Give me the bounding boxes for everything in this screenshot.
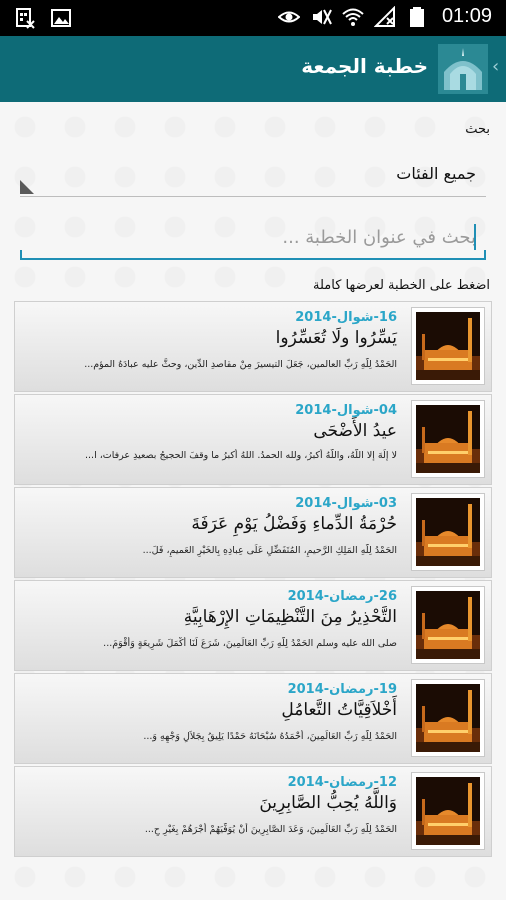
main-content xyxy=(0,102,506,900)
sermon-excerpt: الحَمْدُ لِلَّهِ رَبِّ العَالَمِينَ، أَحْمَدُهُ سُبْحَانَهُ حَمْدًا يَلِيقُ بِجَلاَلِ وَجْهِهِ وَ... xyxy=(143,731,397,742)
dropdown-arrow-icon xyxy=(20,180,34,194)
sermon-list-item[interactable] xyxy=(14,673,492,764)
sermon-excerpt: الحَمْدُ لِلَّهِ رَبِّ العالمين، جَعَلَ التيسيرَ مِنْ مقاصدِ الدِّين، وحثَّ عليه عبادَهُ المؤم... xyxy=(84,359,397,370)
sermon-list-item[interactable] xyxy=(14,580,492,671)
text-cursor xyxy=(474,224,476,250)
mute-icon xyxy=(310,6,332,28)
clock: 01:09 xyxy=(441,5,492,27)
mosque-night-image xyxy=(416,405,480,473)
sermon-date: 04-شوال-2014 xyxy=(295,403,397,418)
eye-icon xyxy=(278,6,300,28)
sermon-excerpt: لا إلَهَ إلا اللَّهُ، واللَّهُ أكبرُ، ولله الحمدُ. اللهُ أكبرُ ما وقفَ الحجيجُ بصعيدِ عرفات، ا... xyxy=(85,450,397,461)
mosque-night-image xyxy=(416,684,480,752)
search-input[interactable] xyxy=(26,220,478,254)
sermon-title: يَسِّرُوا ولَا تُعَسِّرُوا xyxy=(275,328,397,348)
image-icon xyxy=(50,7,72,29)
category-selected-value: جميع الفئات xyxy=(396,164,476,183)
sim-icon xyxy=(14,7,36,29)
sermon-excerpt: الحَمْدُ لِلَّهِ رَبِّ العَالَمِينَ، وَعَدَ الصَّابِرِينَ أَنْ يُوَفِّيَهُمْ أَجْرَهُمْ بِغَيْرِ حِ... xyxy=(144,824,397,835)
sermon-list-item[interactable] xyxy=(14,301,492,392)
mosque-night-image xyxy=(416,498,480,566)
sermon-date: 16-شوال-2014 xyxy=(295,310,397,325)
wifi-icon xyxy=(342,6,364,28)
mosque-logo-icon[interactable] xyxy=(438,44,488,94)
sermon-list xyxy=(14,301,492,859)
mosque-night-image xyxy=(416,312,480,380)
app-title: خطبة الجمعة xyxy=(301,54,428,78)
search-label: بحث xyxy=(465,122,490,137)
sermon-list-item[interactable] xyxy=(14,487,492,578)
sermon-list-item[interactable] xyxy=(14,766,492,857)
back-chevron-icon[interactable]: ‹ xyxy=(492,56,500,77)
category-dropdown[interactable] xyxy=(20,152,486,197)
sermon-title: التَّحْذِيرُ مِنَ التَّنْظِيمَاتِ الإِرْهَابِيَّةِ xyxy=(183,607,397,627)
sermon-thumbnail xyxy=(411,772,485,850)
status-bar xyxy=(0,0,506,36)
sermon-title: وَاللَّهُ يُحِبُّ الصَّابِرِينَ xyxy=(259,793,397,813)
sermon-thumbnail xyxy=(411,679,485,757)
battery-icon xyxy=(406,6,428,28)
instruction-text: اضغط على الخطبة لعرضها كاملة xyxy=(313,278,490,293)
sermon-thumbnail xyxy=(411,586,485,664)
sermon-thumbnail xyxy=(411,400,485,478)
sermon-excerpt: صلى الله عليه وسلم الحَمْدُ لِلَّهِ رَبِّ العَالَمِينَ، شَرَعَ لَنَا أَكْمَلَ شَرِيعَةٍ وَأَقْوَمَ... xyxy=(103,638,397,649)
mosque-night-image xyxy=(416,777,480,845)
action-bar xyxy=(0,36,506,102)
mosque-night-image xyxy=(416,591,480,659)
sermon-date: 12-رمضان-2014 xyxy=(287,775,397,790)
sermon-title: حُرْمَةُ الدِّماءِ وَفَضْلُ يَوْمِ عَرَفَةَ xyxy=(191,514,397,534)
no-signal-icon xyxy=(374,6,396,28)
search-field[interactable] xyxy=(20,214,486,260)
sermon-date: 03-شوال-2014 xyxy=(295,496,397,511)
sermon-title: أَخْلاَقِيَّاتُ التَّعامُلِ xyxy=(281,700,397,720)
sermon-title: عيدُ الأَضْحَى xyxy=(313,421,397,441)
sermon-excerpt: الحَمْدُ لِلَّهِ المَلِكِ الرَّحيمِ، المُتَفَضِّلِ عَلَى عِبادِهِ بِالخَيْرِ العَميمِ، فَلَ... xyxy=(142,545,397,556)
sermon-thumbnail xyxy=(411,307,485,385)
sermon-date: 19-رمضان-2014 xyxy=(287,682,397,697)
sermon-list-item[interactable] xyxy=(14,394,492,485)
sermon-thumbnail xyxy=(411,493,485,571)
sermon-date: 26-رمضان-2014 xyxy=(287,589,397,604)
